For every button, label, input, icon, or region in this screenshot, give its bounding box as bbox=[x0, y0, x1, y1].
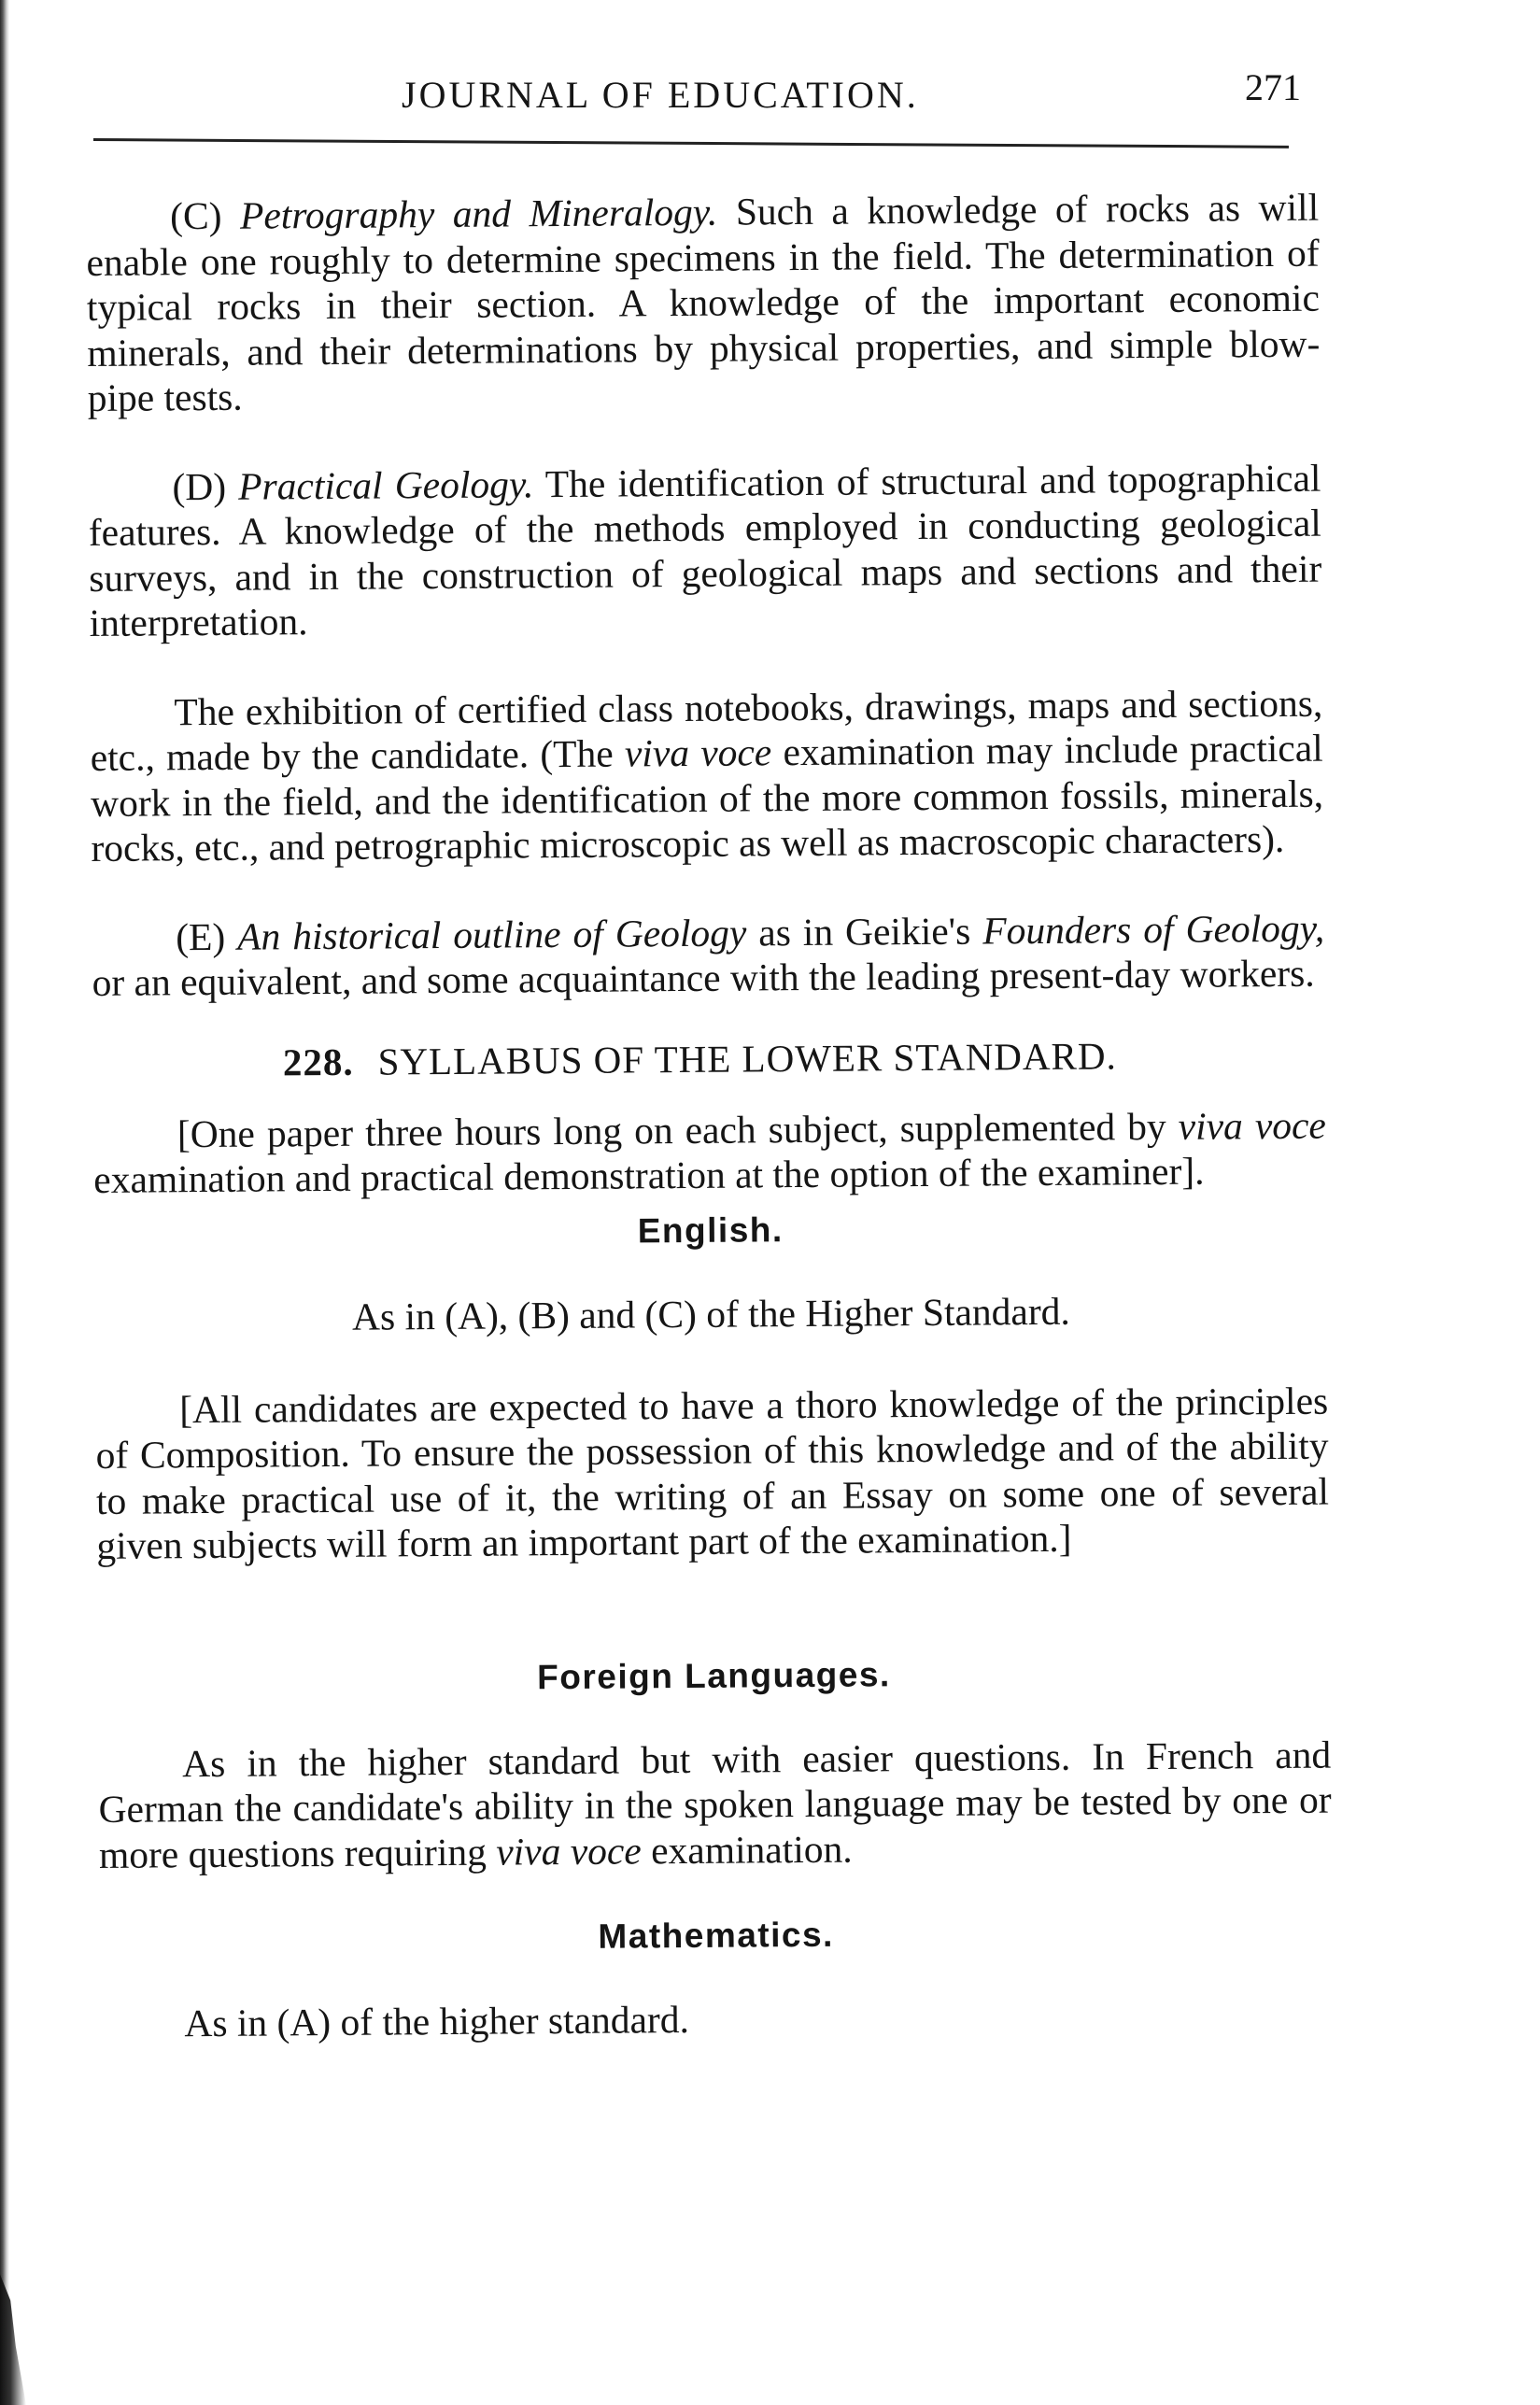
section-number: 228. bbox=[282, 1040, 354, 1083]
mathematics-line: As in (A) of the higher standard. bbox=[184, 1997, 690, 2045]
paragraph-label-c: (C) bbox=[170, 193, 241, 238]
page-binding-shadow bbox=[0, 2274, 26, 2405]
section-spacer bbox=[97, 1603, 1330, 1653]
page-number: 271 bbox=[1245, 66, 1301, 108]
paragraph-title-practical-geology: Practical Geology. bbox=[237, 461, 534, 508]
syllabus-note-italic: viva voce bbox=[1178, 1103, 1327, 1148]
english-note: [All candidates are expected to have a thoro knowledge of the principles of Composition. To ensure the possession of this knowledge and of the ability to make practical use of it, the writing of an Essay on some one of several given subjects will form an important part of the examination.] bbox=[95, 1379, 1330, 1567]
section-heading bbox=[92, 1031, 1325, 1085]
heading-english: English. bbox=[637, 1210, 784, 1250]
page-binding-edge bbox=[0, 0, 9, 2405]
syllabus-note-pre: [One paper three hours long on each subject, supplemented by bbox=[177, 1104, 1179, 1155]
paragraph-body-practical-geology: The identification of structural and topographical features. A knowledge of the methods employed in conducting geological surveys, and in the construction of geological maps and sections and their interpretation. bbox=[88, 456, 1322, 644]
foreign-languages-pre: As in the higher standard but with easier questions. In French and German the candidate's ability in the spoken language may be tested by one or more questions requiring bbox=[98, 1733, 1332, 1876]
foreign-languages-post: examination. bbox=[641, 1827, 853, 1872]
paragraph-label-d: (D) bbox=[172, 464, 239, 508]
foreign-languages-paragraph bbox=[98, 1732, 1332, 1877]
syllabus-note-post: examination and practical demonstration at the option of the examiner]. bbox=[93, 1149, 1205, 1201]
paragraph-label-e: (E) bbox=[176, 914, 238, 958]
book-title-founders: Founders of Geology, bbox=[982, 906, 1325, 952]
paragraph-exhibition bbox=[90, 680, 1323, 870]
section-title: SYLLABUS OF THE LOWER STANDARD. bbox=[377, 1033, 1117, 1083]
foreign-languages-italic: viva voce bbox=[496, 1828, 642, 1874]
paragraph-exhibition-italic: viva voce bbox=[624, 730, 772, 775]
syllabus-note bbox=[93, 1102, 1327, 1202]
header-rule bbox=[93, 138, 1289, 154]
paragraph-practical-geology bbox=[88, 455, 1321, 645]
paragraph-title-petrography: Petrography and Mineralogy. bbox=[239, 190, 718, 237]
paragraph-historical-outline bbox=[92, 905, 1325, 1005]
page-body bbox=[86, 185, 1334, 2046]
paragraph-historical-post: or an equivalent, and some acquaintance with the leading present-day workers. bbox=[92, 951, 1315, 1004]
paragraph-historical-mid: as in Geikie's bbox=[746, 908, 983, 954]
heading-mathematics: Mathematics. bbox=[598, 1915, 835, 1956]
paragraph-petrography bbox=[86, 185, 1321, 421]
paragraph-exhibition-post: examination may include practical work in the field, and the identification of the more common fossils, minerals, rocks, etc., and petrographic microscopic as well as macroscopic characters). bbox=[90, 726, 1324, 870]
english-line: As in (A), (B) and (C) of the Higher Standard. bbox=[351, 1289, 1070, 1338]
paragraph-exhibition-pre: The exhibition of certified class notebooks, drawings, maps and sections, etc., made by the candidate. (The bbox=[90, 681, 1323, 779]
heading-foreign-languages: Foreign Languages. bbox=[537, 1654, 891, 1696]
paragraph-body-petrography: Such a knowledge of rocks as will enable one roughly to determine specimens in the field. The determination of typical rocks in their section. A knowledge of the important economic minerals, and their determinations by physical properties, and simple blow-pipe tests. bbox=[86, 185, 1321, 419]
running-head: JOURNAL OF EDUCATION. bbox=[402, 74, 919, 116]
paragraph-title-historical-outline: An historical outline of Geology bbox=[237, 910, 747, 958]
